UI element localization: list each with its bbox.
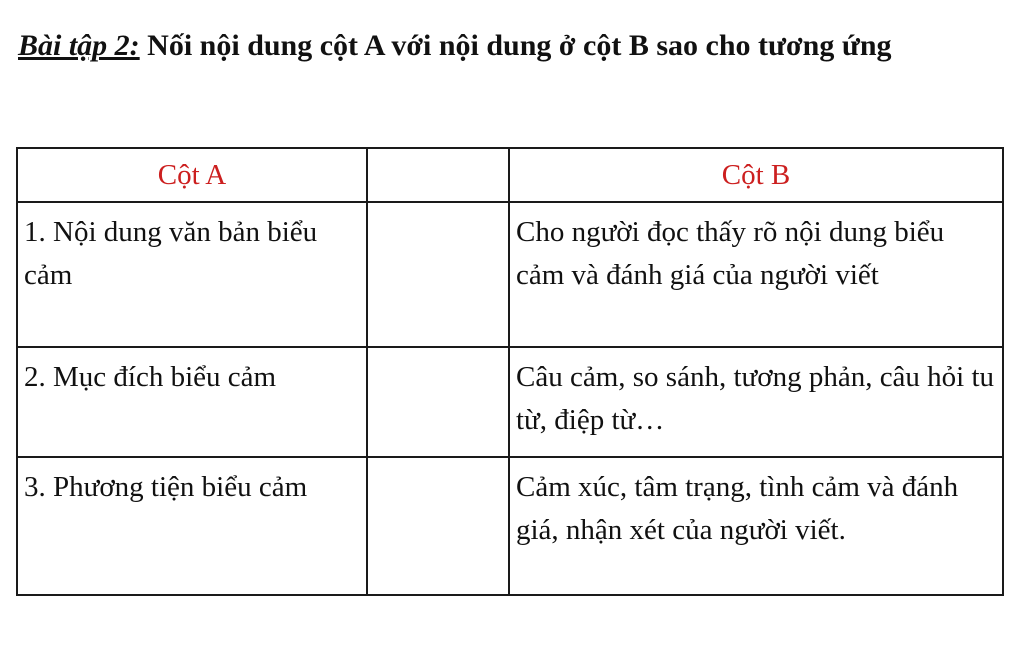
table-row: [17, 202, 1003, 347]
exercise-label: Bài tập 2:: [18, 29, 140, 62]
matching-table: [16, 147, 1004, 596]
column-b-cell: Cho người đọc thấy rõ nội dung biểu cảm và đánh giá của người viết: [509, 202, 1003, 347]
exercise-heading: [18, 22, 978, 70]
column-a-header: Cột A: [17, 148, 367, 202]
table-header-row: [17, 148, 1003, 202]
column-a-cell: 2. Mục đích biểu cảm: [17, 347, 367, 457]
column-spacer-cell: [367, 347, 509, 457]
column-a-cell: 1. Nội dung văn bản biểu cảm: [17, 202, 367, 347]
column-spacer-cell: [367, 457, 509, 595]
column-b-cell: Câu cảm, so sánh, tương phản, câu hỏi tu từ, điệp từ…: [509, 347, 1003, 457]
exercise-instruction: Nối nội dung cột A với nội dung ở cột B sao cho tương ứng: [139, 29, 892, 62]
column-spacer-header: [367, 148, 509, 202]
column-b-header: Cột B: [509, 148, 1003, 202]
column-b-cell: Cảm xúc, tâm trạng, tình cảm và đánh giá, nhận xét của người viết.: [509, 457, 1003, 595]
table-row: [17, 457, 1003, 595]
table-row: [17, 347, 1003, 457]
column-a-cell: 3. Phương tiện biểu cảm: [17, 457, 367, 595]
column-spacer-cell: [367, 202, 509, 347]
